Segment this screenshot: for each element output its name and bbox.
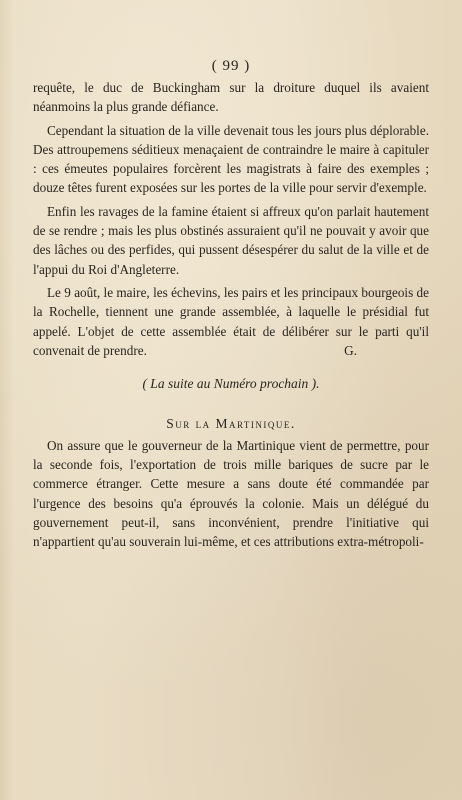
page-number: ( 99 ) bbox=[211, 58, 251, 74]
paragraph-situation: Cependant la situation de la ville devenait tous les jours plus déplorable. Des attroupemens séditieux menaçaient de contraindre le maire à capituler : ces émeutes populaires forcèrent les magistrats à faire des exemples ; douze têtes furent exposées sur les portes de la ville pour servir d'exemple. bbox=[33, 122, 429, 196]
paragraph-continuation: requête, le duc de Buckingham sur la droiture duquel ils avaient néanmoins la plus grande défiance. bbox=[33, 80, 429, 115]
paragraph-martinique: On assure que le gouverneur de la Martinique vient de permettre, pour la seconde fois, l'exportation de trois mille bariques de sucre par le commerce étranger. Cette mesure a sans doute été commandée par l'urgence des besoins qu'a éprouvés la colonie. Mais un délégué du gouvernement peut-il, sans inconvénient, prendre l'initiative qui n'appartient qu'au souverain lui-même, et ces attributions extra-métropoli- bbox=[33, 437, 429, 550]
author-signature: G. bbox=[344, 342, 357, 358]
to-be-continued-note: ( La suite au Numéro prochain ). bbox=[142, 376, 320, 392]
paragraph-assembly bbox=[33, 283, 429, 360]
paragraph-assembly-text: Le 9 août, le maire, les échevins, les pairs et les principaux bourgeois de la Rochelle, tiennent une grande assemblée, à laquelle le présidial fut appelé. L'objet de cette assemblée était de délibérer sur le parti qu'il convenait de prendre. bbox=[33, 284, 429, 358]
page-body bbox=[33, 78, 429, 552]
paragraph-famine: Enfin les ravages de la famine étaient si affreux qu'on parlait hautement de se rendre ; mais les plus obstinés assuraient qu'il ne pouvait y avoir que des lâches ou des perfides, qui pussent désespérer du salut de la ville et de l'appui du Roi d'Angleterre. bbox=[33, 203, 429, 277]
section-title: Sur la Martinique. bbox=[166, 416, 296, 432]
